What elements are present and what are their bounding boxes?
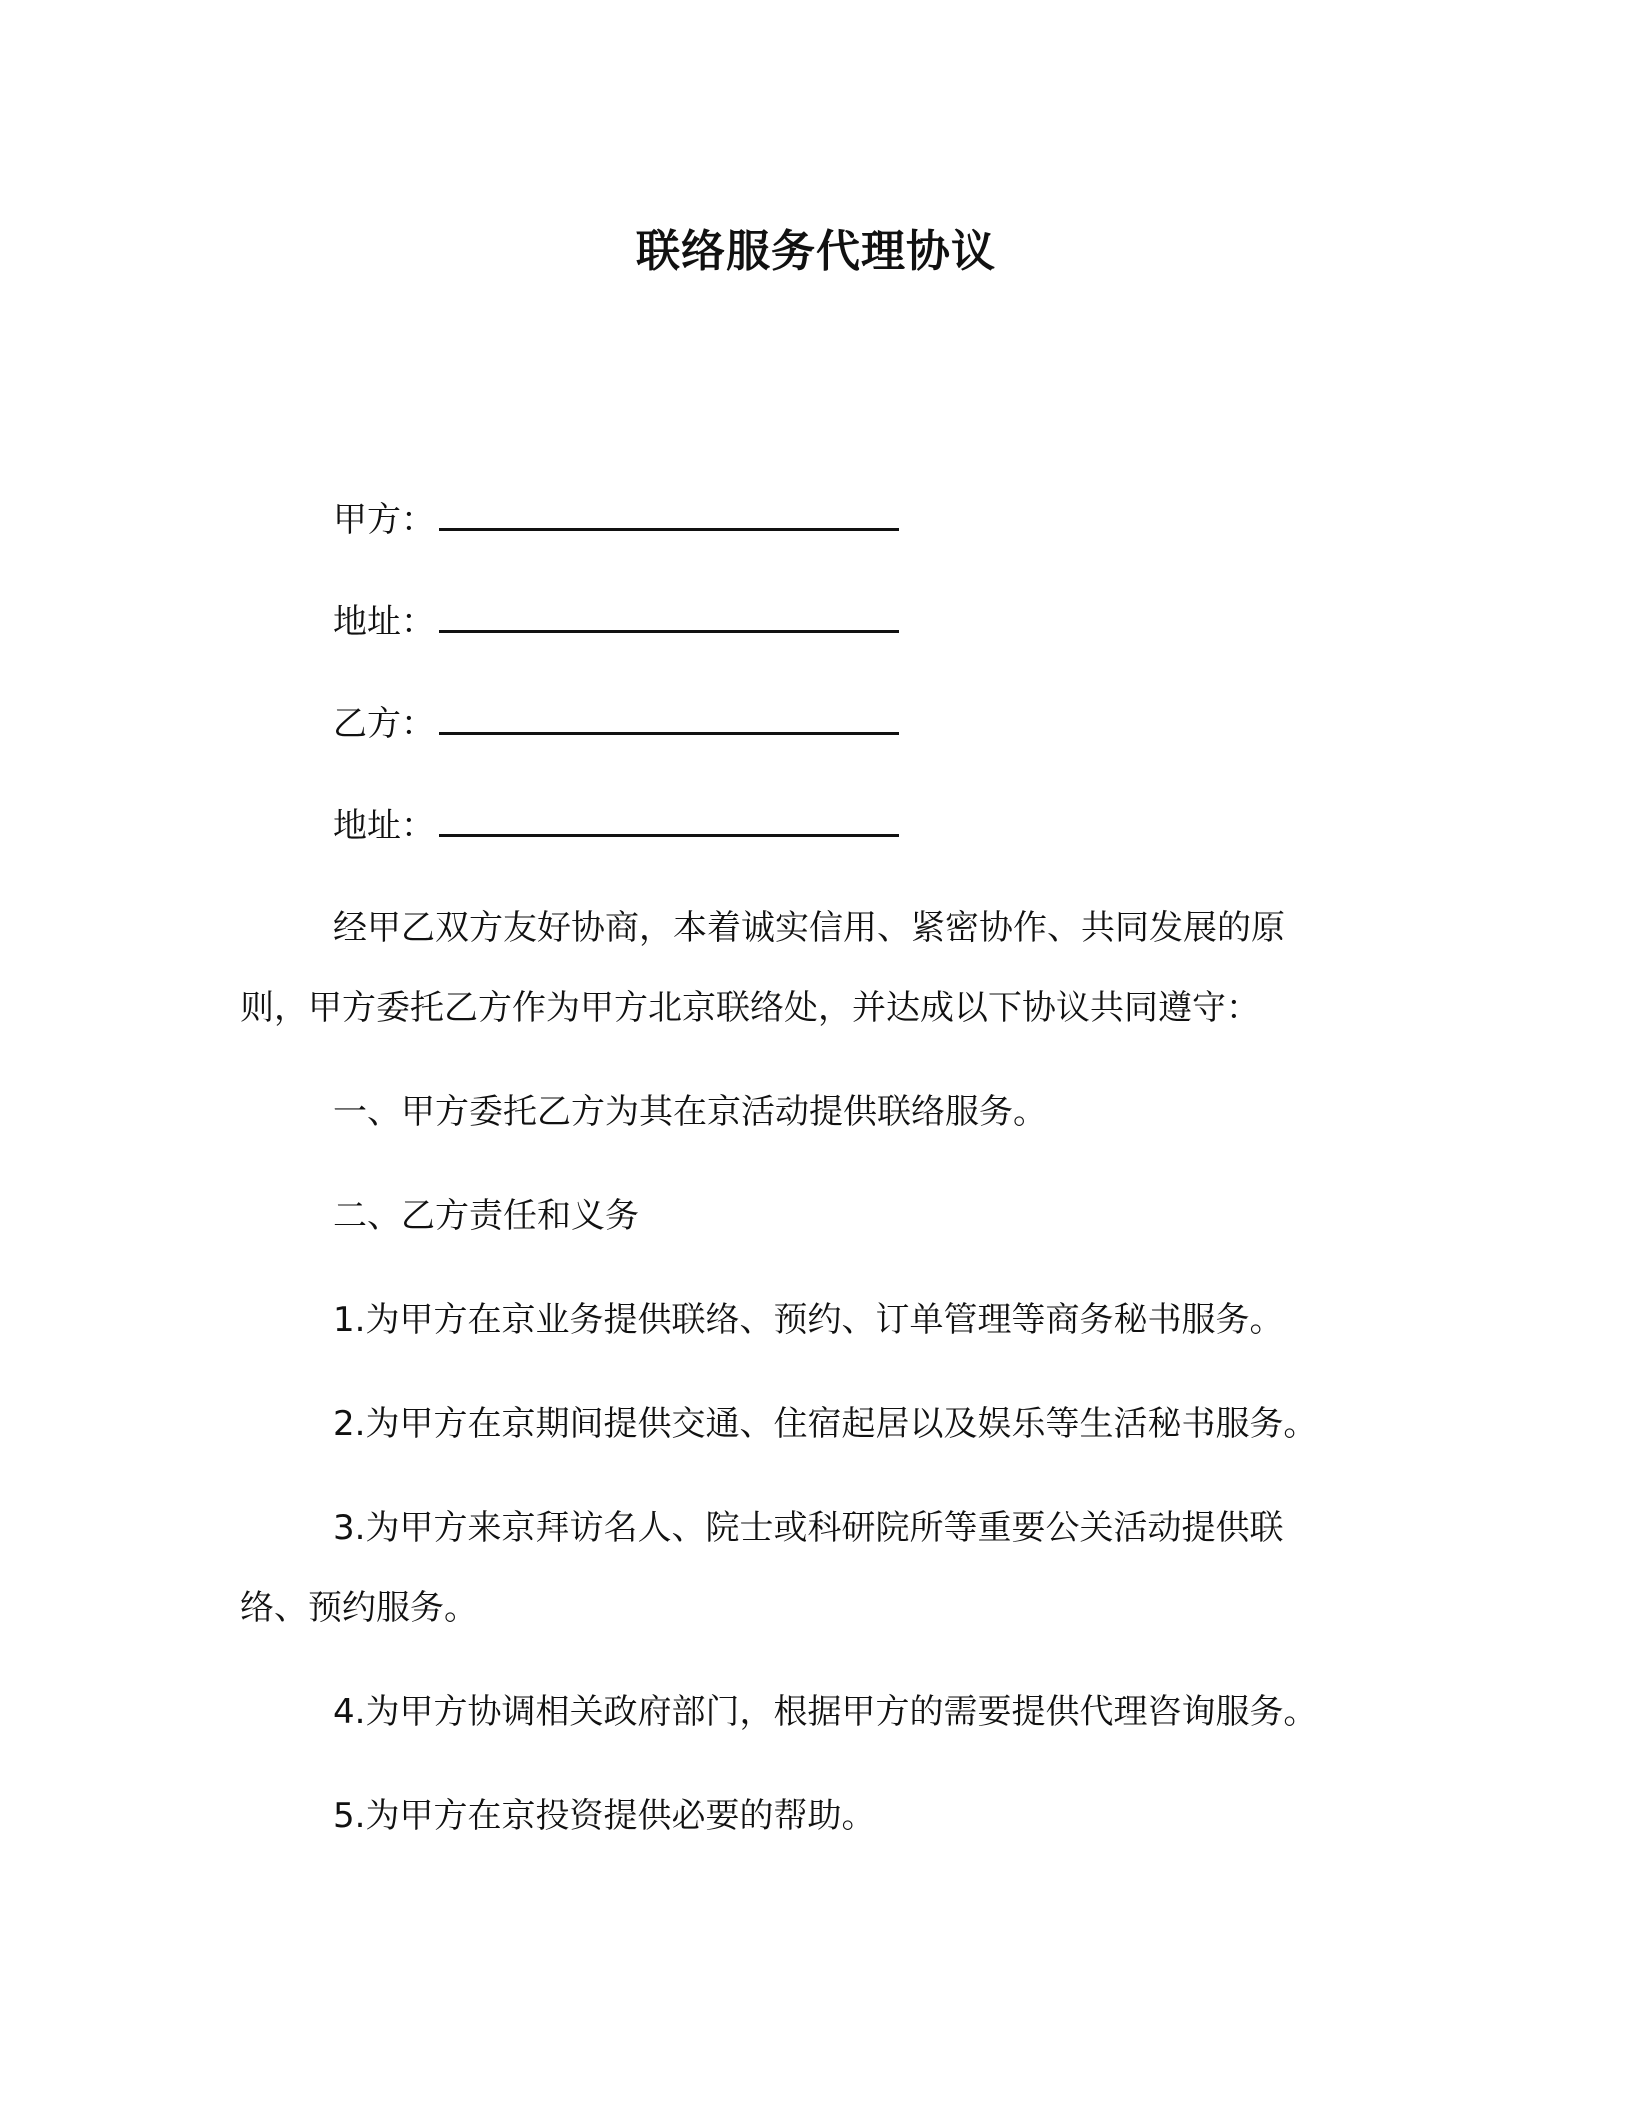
party-a-address-field bbox=[333, 598, 899, 646]
party-a-field bbox=[333, 496, 899, 544]
party-b-label: 乙方： bbox=[333, 704, 435, 744]
party-a-address-blank-line bbox=[439, 600, 899, 633]
preamble-line-1: 经甲乙双方友好协商，本着诚实信用、紧密协作、共同发展的原 bbox=[333, 908, 1285, 948]
party-b-field bbox=[333, 700, 899, 748]
clause-3-line-2: 络、预约服务。 bbox=[240, 1588, 478, 1628]
party-b-address-field bbox=[333, 802, 899, 850]
party-a-address-label: 地址： bbox=[333, 602, 435, 642]
party-a-label: 甲方： bbox=[333, 500, 435, 540]
clause-5: 5.为甲方在京投资提供必要的帮助。 bbox=[333, 1796, 876, 1836]
party-b-blank-line bbox=[439, 702, 899, 735]
preamble-line-2: 则，甲方委托乙方作为甲方北京联络处，并达成以下协议共同遵守： bbox=[240, 988, 1260, 1028]
section-1: 一、甲方委托乙方为其在京活动提供联络服务。 bbox=[333, 1092, 1047, 1132]
section-2-heading: 二、乙方责任和义务 bbox=[333, 1196, 639, 1236]
clause-1: 1.为甲方在京业务提供联络、预约、订单管理等商务秘书服务。 bbox=[333, 1300, 1284, 1340]
clause-2: 2.为甲方在京期间提供交通、住宿起居以及娱乐等生活秘书服务。 bbox=[333, 1404, 1318, 1444]
party-b-address-label: 地址： bbox=[333, 806, 435, 846]
clause-4: 4.为甲方协调相关政府部门，根据甲方的需要提供代理咨询服务。 bbox=[333, 1692, 1318, 1732]
clause-3-line-1: 3.为甲方来京拜访名人、院士或科研院所等重要公关活动提供联 bbox=[333, 1508, 1284, 1548]
party-a-blank-line bbox=[439, 498, 899, 531]
party-b-address-blank-line bbox=[439, 804, 899, 837]
document-title: 联络服务代理协议 bbox=[636, 226, 996, 277]
